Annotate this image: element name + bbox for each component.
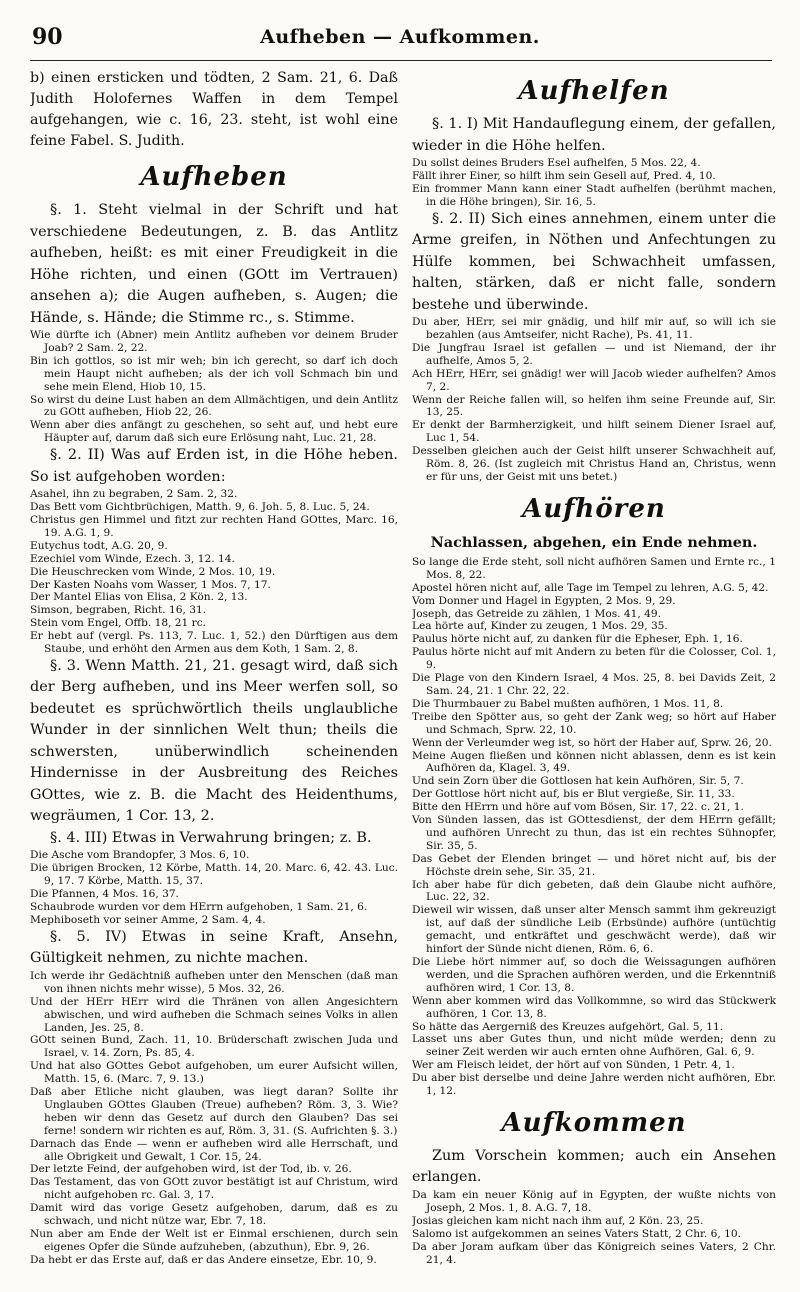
citation-entry: Dieweil wir wissen, daß unser alter Mensch sammt ihm gekreuzigt ist, auf daß der sündliche Leib (Erbsünde) aufhöre (untüchtig gemacht, und entkräftet und geschwächt werde), daß wir hinfort der Sünde nicht dienen, Röm. 6, 6. xyxy=(412,904,776,956)
page-number: 90 xyxy=(32,24,63,50)
citation-entry: Vom Donner und Hagel in Egypten, 2 Mos. 9, 29. xyxy=(412,594,676,607)
citation-entry: Wenn aber kommen wird das Vollkommne, so wird das Stückwerk aufhören, 1 Cor. 13, 8. xyxy=(412,994,776,1020)
page-header xyxy=(0,0,800,56)
citation-entry: Ein frommer Mann kann einer Stadt aufhelfen (berühmt machen, in die Höhe bringen), Sir. 16, 5. xyxy=(412,182,776,208)
citation-entry: Du sollst deines Bruders Esel aufhelfen, 5 Mos. 22, 4. xyxy=(412,157,701,169)
citation-entry: Und hat also GOttes Gebot aufgehoben, um eurer Aufsicht willen, Matth. 15, 6. (Marc. 7, 9. 13.) xyxy=(30,1060,398,1086)
citation-entry: Wenn aber dies anfängt zu geschehen, so seht auf, und hebt eure Häupter auf, darum daß sich eure Erlösung naht, Luc. 21, 28. xyxy=(30,419,398,445)
citation-entry: Die Asche vom Brandopfer, 3 Mos. 6, 10. xyxy=(30,849,250,862)
citation-entry: Bin ich gottlos, so ist mir weh; bin ich gerecht, so darf ich doch mein Haupt nicht aufheben; als der ich voll Schmach bin und sehe mein Elend, Hiob 10, 15. xyxy=(30,354,398,393)
citation-entry: Die Plage von den Kindern Israel, 4 Mos. 25, 8. bei Davids Zeit, 2 Sam. 24, 21. 1 Chr. 22, 22. xyxy=(412,672,776,697)
citation-entry: Ich werde ihr Gedächtniß aufheben unter den Menschen (daß man von ihnen nichts mehr wisse), 5 Mos. 32, 26. xyxy=(30,969,398,995)
citation-entry: Joseph, das Getreide zu zählen, 1 Mos. 41, 49. xyxy=(412,607,661,620)
citation-entry: Nun aber am Ende der Welt ist er Einmal erschienen, durch sein eigenes Opfer die Sünde aufzuheben, (abzuthun), Ebr. 9, 26. xyxy=(30,1228,398,1253)
citation-entry: Er hebt auf (vergl. Ps. 113, 7. Luc. 1, 52.) den Dürftigen aus dem Staube, und erhöht den Armen aus dem Koth, 1 Sam. 2, 8. xyxy=(30,630,398,656)
paragraph-s3: §. 3. Wenn Matth. 21, 21. gesagt wird, daß sich der Berg aufheben, und ins Meer werfen soll, so bedeutet es sprüchwörtlich theils unglaubliche Wunder in der sinnlichen Welt thun; theils die schwersten, unüberwindlich scheinenden Hindernisse in der Ausbreitung des Reiches GOttes, wie z. B. die Macht des Heidenthums, wegräumen, 1 Cor. 13, 2. xyxy=(30,657,398,825)
paragraph-s1: §. 1. Steht vielmal in der Schrift und hat verschiedene Bedeutungen, z. B. das Antlitz aufheben, heißt: es mit einer Freudigkeit in die Höhe richten, und einen (GOtt im Vertrauen) ansehen a); die Augen aufheben, s. Augen; die Hände, s. Hände; die Stimme rc., s. Stimme. xyxy=(30,202,398,326)
citation-entry: Das Bett vom Gichtbrüchigen, Matth. 9, 6. Joh. 5, 8. Luc. 5, 24. xyxy=(30,501,370,514)
citation-entry: Ezechiel vom Winde, Ezech. 3, 12. 14. xyxy=(30,552,235,565)
running-title: Aufheben — Aufkommen. xyxy=(260,26,540,48)
citation-entry: Wenn der Verleumder weg ist, so hört der Haber auf, Sprw. 26, 20. xyxy=(412,736,772,749)
citation-entry: Da hebt er das Erste auf, daß er das Andere einsetze, Ebr. 10, 9. xyxy=(30,1253,377,1266)
citation-entry: Du aber bist derselbe und deine Jahre werden nicht aufhören, Ebr. 1, 12. xyxy=(412,1072,776,1098)
citation-entry: Paulus hörte nicht auf mit Andern zu beten für die Colosser, Col. 1, 9. xyxy=(412,646,776,672)
citation-entry: Die Heuschrecken vom Winde, 2 Mos. 10, 19. xyxy=(30,565,276,578)
citation-entry: Der letzte Feind, der aufgehoben wird, ist der Tod, ib. v. 26. xyxy=(30,1163,352,1176)
citation-entry: So lange die Erde steht, soll nicht aufhören Samen und Ernte rc., 1 Mos. 8, 22. xyxy=(412,555,776,581)
section-title-aufhelfen: Aufhelfen xyxy=(518,76,670,106)
citation-entry: Lasset uns aber Gutes thun, und nicht müde werden; denn zu seiner Zeit werden wir auch ernten ohne Aufhören, Gal. 6, 9. xyxy=(412,1033,776,1059)
right-column xyxy=(412,68,776,1284)
citation-entry: Wie dürfte ich (Abner) mein Antlitz aufheben vor deinem Bruder Joab? 2 Sam. 2, 22. xyxy=(30,329,398,354)
citation-entry: Und sein Zorn über die Gottlosen hat kein Aufhören, Sir. 5, 7. xyxy=(412,775,744,788)
left-column xyxy=(30,68,398,1284)
citation-entry: Stein vom Engel, Offb. 18, 21 rc. xyxy=(30,617,207,630)
citation-entry: Christus gen Himmel und fitzt zur rechten Hand GOttes, Marc. 16, 19. A.G. 1, 9. xyxy=(30,513,398,539)
citation-entry: Simson, begraben, Richt. 16, 31. xyxy=(30,604,207,617)
citation-entry: Lea hörte auf, Kinder zu zeugen, 1 Mos. 29, 35. xyxy=(412,620,668,633)
citation-entry: Du aber, HErr, sei mir gnädig, und hilf mir auf, so will ich sie bezahlen (aus Amtseifer, nicht Rache), Ps. 41, 11. xyxy=(412,316,776,342)
citation-entry: Die Thurmbauer zu Babel mußten aufhören, 1 Mos. 11, 8. xyxy=(412,697,724,710)
citation-entry: Paulus hörte nicht auf, zu danken für die Epheser, Eph. 1, 16. xyxy=(412,633,743,646)
citation-entry: Der Gottlose hört nicht auf, bis er Blut vergieße, Sir. 11, 33. xyxy=(412,788,735,801)
citation-entry: Asahel, ihn zu begraben, 2 Sam. 2, 32. xyxy=(30,488,238,501)
citation-entry: Damit wird das vorige Gesetz aufgehoben, darum, daß es zu schwach, und nicht nütze war, Ebr. 7, 18. xyxy=(30,1202,398,1228)
paragraph-s5: §. 5. IV) Etwas in seine Kraft, Ansehn, Gültigkeit nehmen, zu nichte machen. xyxy=(30,928,398,967)
citation-entry: Eutychus todt, A.G. 20, 9. xyxy=(30,539,168,552)
citation-entry: Schaubrode wurden vor dem HErrn aufgehoben, 1 Sam. 21, 6. xyxy=(30,901,368,914)
citation-entry: Von Sünden lassen, das ist GOttesdienst, der dem HErrn gefällt; und aufhören Unrecht zu thun, das ist ein rechtes Sühnopfer, Sir. 35, 5. xyxy=(412,814,776,852)
citation-entry: Er denkt der Barmherzigkeit, und hilft seinem Diener Israel auf, Luc 1, 54. xyxy=(412,419,776,445)
citation-entry: Meine Augen fließen und können nicht ablassen, denn es ist kein Aufhören da, Klagel. 3, 49. xyxy=(412,749,776,775)
section-subtitle: Nachlassen, abgehen, ein Ende nehmen. xyxy=(430,533,758,551)
citation-entry: Apostel hören nicht auf, alle Tage im Tempel zu lehren, A.G. 5, 42. xyxy=(412,581,769,594)
citation-entry: Fällt ihrer Einer, so hilft ihm sein Gesell auf, Pred. 4, 10. xyxy=(412,169,716,182)
paragraph-s1: §. 1. I) Mit Handauflegung einem, der gefallen, wieder in die Höhe helfen. xyxy=(412,116,776,154)
citation-entry: Ach HErr, HErr, sei gnädig! wer will Jacob wieder aufhelfen? Amos 7, 2. xyxy=(412,367,776,393)
citation-entry: Das Gebet der Elenden bringet — und höret nicht auf, bis der Höchste drein sehe, Sir. 35, 21. xyxy=(412,852,776,878)
citation-entry: Die Jungfrau Israel ist gefallen — und ist Niemand, der ihr aufhelfe, Amos 5, 2. xyxy=(412,341,776,367)
paragraph-s4: §. 4. III) Etwas in Verwahrung bringen; z. B. xyxy=(50,829,372,846)
citation-entry: Salomo ist aufgekommen an seines Vaters Statt, 2 Chr. 6, 10. xyxy=(412,1227,741,1240)
citation-entry: Mephiboseth vor seiner Amme, 2 Sam. 4, 4. xyxy=(30,913,266,926)
continued-entry: b) einen ersticken und tödten, 2 Sam. 21, 6. Daß Judith Holofernes Waffen in dem Tempel aufgehangen, wie c. 16, 23. steht, ist wohl eine feine Fabel. S. Judith. xyxy=(30,70,398,149)
citation-entry: GOtt seinen Bund, Zach. 11, 10. Brüderschaft zwischen Juda und Israel, v. 14. Zorn, Ps. 85, 4. xyxy=(30,1034,398,1060)
citation-entry: Bitte den HErrn und höre auf vom Bösen, Sir. 17, 22. c. 21, 1. xyxy=(412,801,744,814)
section-title-aufhoeren: Aufhören xyxy=(522,493,666,524)
citation-entry: Ich aber habe für dich gebeten, daß dein Glaube nicht aufhöre, Luc. 22, 32. xyxy=(412,878,776,904)
section-title-aufkommen: Aufkommen xyxy=(501,1107,687,1138)
citation-entry: So wirst du deine Lust haben an dem Allmächtigen, und dein Antlitz zu GOtt aufheben, Hiob 22, 26. xyxy=(30,393,398,419)
citation-entry: Die Liebe hört nimmer auf, so doch die Weissagungen aufhören werden, und die Sprachen aufhören werden, und die Erkenntniß aufhören wird, 1 Cor. 13, 8. xyxy=(412,956,776,994)
citation-entry: Josias gleichen kam nicht nach ihm auf, 2 Kön. 23, 25. xyxy=(412,1214,704,1227)
citation-entry: Der Mantel Elias von Elisa, 2 Kön. 2, 13. xyxy=(30,591,248,604)
paragraph-intro: Zum Vorschein kommen; auch ein Ansehen erlangen. xyxy=(412,1147,776,1186)
paragraph-s2: §. 2. II) Was auf Erden ist, in die Höhe heben. So ist aufgehoben worden: xyxy=(30,447,398,485)
citation-entry: Wenn der Reiche fallen will, so helfen ihm seine Freunde auf, Sir. 13, 25. xyxy=(412,393,776,419)
citation-entry: So hätte das Aergerniß des Kreuzes aufgehört, Gal. 5, 11. xyxy=(412,1020,724,1033)
citation-entry: Wer am Fleisch leidet, der hört auf von Sünden, 1 Petr. 4, 1. xyxy=(412,1059,735,1072)
citation-entry: Desselben gleichen auch der Geist hilft unserer Schwachheit auf, Röm. 8, 26. (Ist zugleich mit Christus Hand an, Christus, wenn er für uns, der Geist mit uns betet.) xyxy=(412,445,776,483)
citation-entry: Die übrigen Brocken, 12 Körbe, Matth. 14, 20. Marc. 6, 42. 43. Luc. 9, 17. 7 Körbe, Matth. 15, 37. xyxy=(30,862,398,888)
paragraph-s2: §. 2. II) Sich eines annehmen, einem unter die Arme greifen, in Nöthen und Anfechtungen zu Hülfe kommen, bei Schwachheit umfassen, halten, stärken, daß er nicht falle, sondern bestehe und überwinde. xyxy=(412,210,776,313)
citation-entry: Das Testament, das von GOtt zuvor bestätigt ist auf Christum, wird nicht aufgehoben rc. Gal. 3, 17. xyxy=(30,1176,398,1202)
citation-entry: Der Kasten Noahs vom Wasser, 1 Mos. 7, 17. xyxy=(30,578,271,591)
citation-entry: Und der HErr HErr wird die Thränen von allen Angesichtern abwischen, und wird aufheben die Schmach seines Volks in allen Landen, Jes. 25, 8. xyxy=(30,995,398,1034)
section-title-aufheben: Aufheben xyxy=(140,162,288,192)
citation-entry: Darnach das Ende — wenn er aufheben wird alle Herrschaft, und alle Obrigkeit und Gewalt, 1 Cor. 15, 24. xyxy=(30,1137,398,1163)
citation-entry: Daß aber Etliche nicht glauben, was liegt daran? Sollte ihr Unglauben GOttes Glauben (Treue) aufheben? Röm. 3, 3. Wie? heben wir denn das Gesetz auf durch den Glauben? Das sei ferne! sondern wir richten es auf, Röm. 3, 31. (S. Aufrichten §. 3.) xyxy=(30,1086,398,1137)
citation-entry: Da kam ein neuer König auf in Egypten, der wußte nichts von Joseph, 2 Mos. 1, 8. A.G. 7, 18. xyxy=(412,1188,776,1214)
citation-entry: Da aber Joram aufkam über das Königreich seines Vaters, 2 Chr. 21, 4. xyxy=(412,1240,776,1266)
citation-entry: Treibe den Spötter aus, so geht der Zank weg; so hört auf Haber und Schmach, Sprw. 22, 10. xyxy=(412,710,776,736)
citation-entry: Die Pfannen, 4 Mos. 16, 37. xyxy=(30,888,179,901)
header-rule xyxy=(30,60,772,61)
